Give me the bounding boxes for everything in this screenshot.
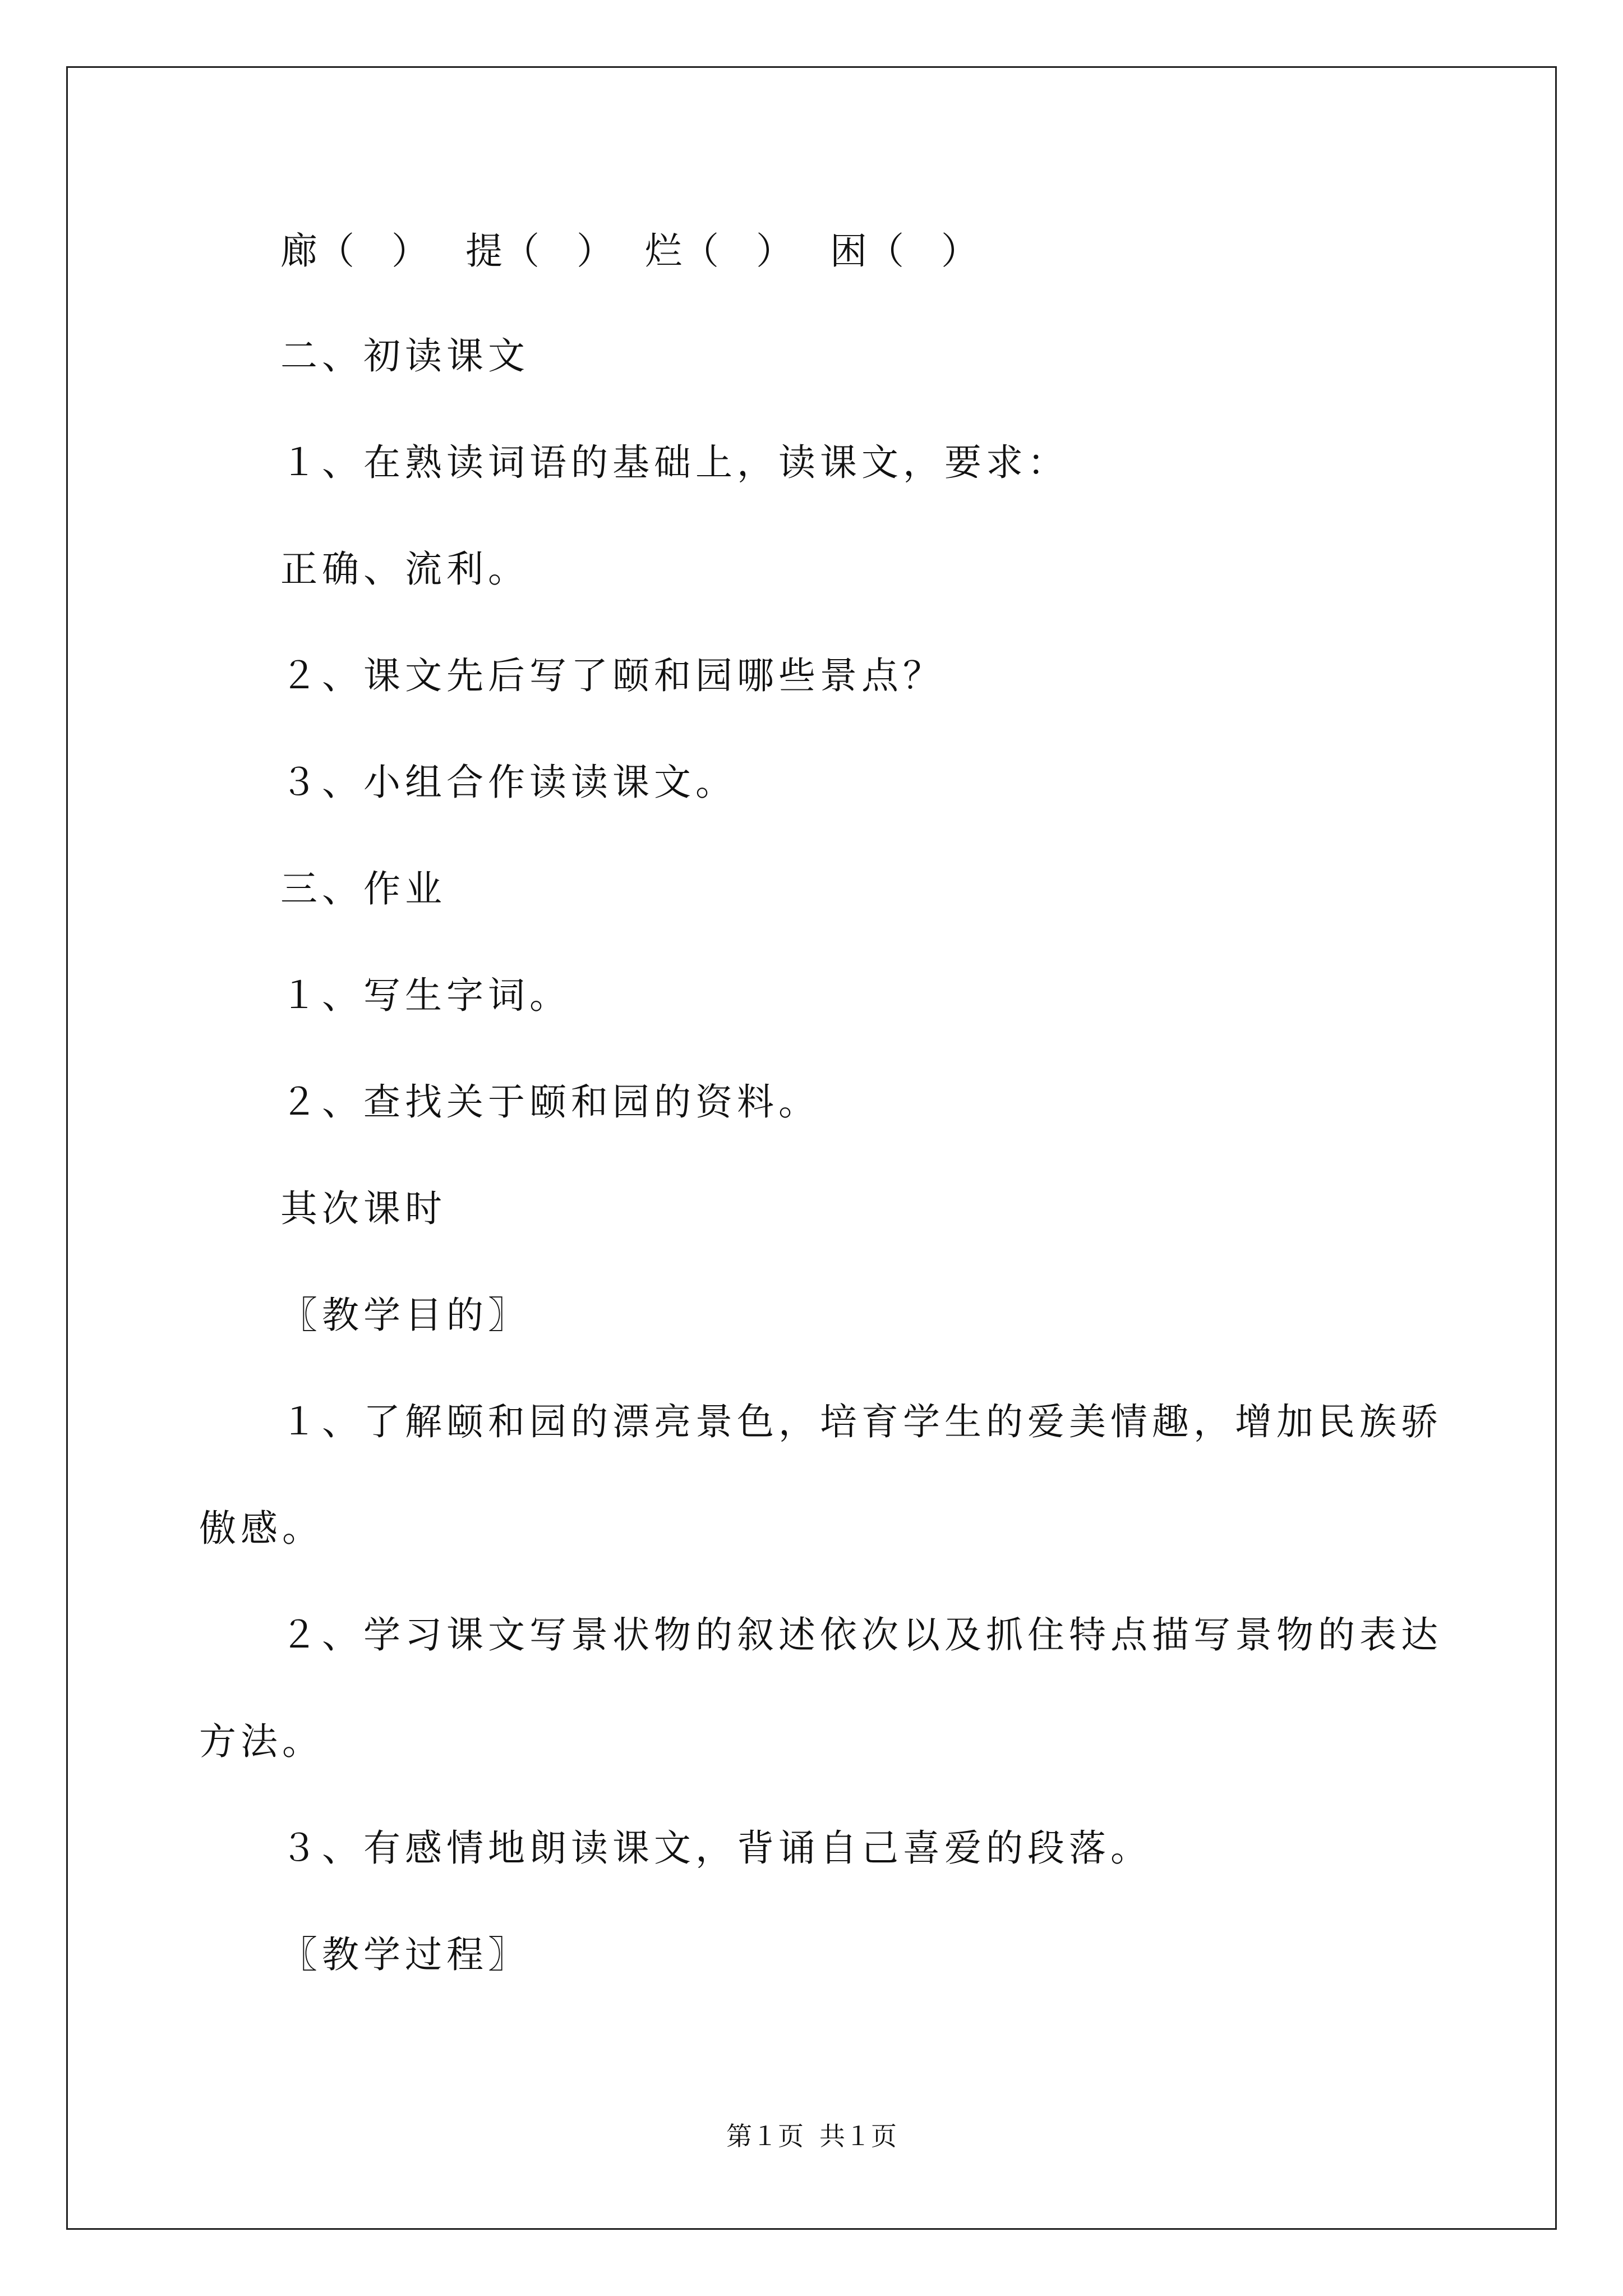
list-item: ２、学习课文写景状物的叙述依次以及抓住特点描写景物的表达 [280, 1613, 1442, 1657]
list-item-continuation: 方法。 [199, 1720, 324, 1763]
blank-char: 提 [465, 229, 502, 273]
objectives-heading: 〖教学目的〗 [280, 1294, 529, 1337]
page-number: 第１页 [726, 2121, 804, 2151]
blank-paren: （ ） [867, 229, 978, 273]
list-item: ２、课文先后写了颐和园哪些景点？ [280, 654, 944, 697]
blank-char: 困 [830, 229, 867, 273]
list-item: １、在熟读词语的基础上，读课文，要求： [280, 441, 1069, 484]
section-heading: 二、初读课文 [280, 334, 529, 378]
list-item: １、了解颐和园的漂亮景色，培育学生的爱美情趣，增加民族骄 [280, 1400, 1442, 1443]
page-border [66, 66, 1557, 2230]
page-total: 共１页 [819, 2121, 897, 2151]
blank-item-kun [830, 229, 978, 274]
page-footer [0, 2120, 1623, 2152]
blank-item-lang [280, 229, 465, 274]
process-heading: 〖教学过程〗 [280, 1933, 529, 1976]
list-item-continuation: 傲感。 [199, 1507, 324, 1550]
section-heading: 三、作业 [280, 867, 446, 910]
list-item: １、写生字词。 [280, 974, 571, 1017]
blank-char: 烂 [645, 229, 682, 273]
blank-item-ti [465, 229, 645, 274]
fill-blank-row [280, 229, 978, 274]
list-item: ３、小组合作读读课文。 [280, 761, 737, 804]
list-item: ３、有感情地朗读课文，背诵自己喜爱的段落。 [280, 1826, 1152, 1870]
list-item-continuation: 正确、流利。 [280, 547, 529, 591]
blank-paren: （ ） [317, 229, 428, 273]
blank-paren: （ ） [682, 229, 793, 273]
blank-paren: （ ） [502, 229, 614, 273]
list-item: ２、查找关于颐和园的资料。 [280, 1080, 820, 1124]
blank-char: 廊 [280, 229, 317, 273]
blank-item-lan [645, 229, 830, 274]
lesson-heading: 其次课时 [280, 1187, 446, 1230]
